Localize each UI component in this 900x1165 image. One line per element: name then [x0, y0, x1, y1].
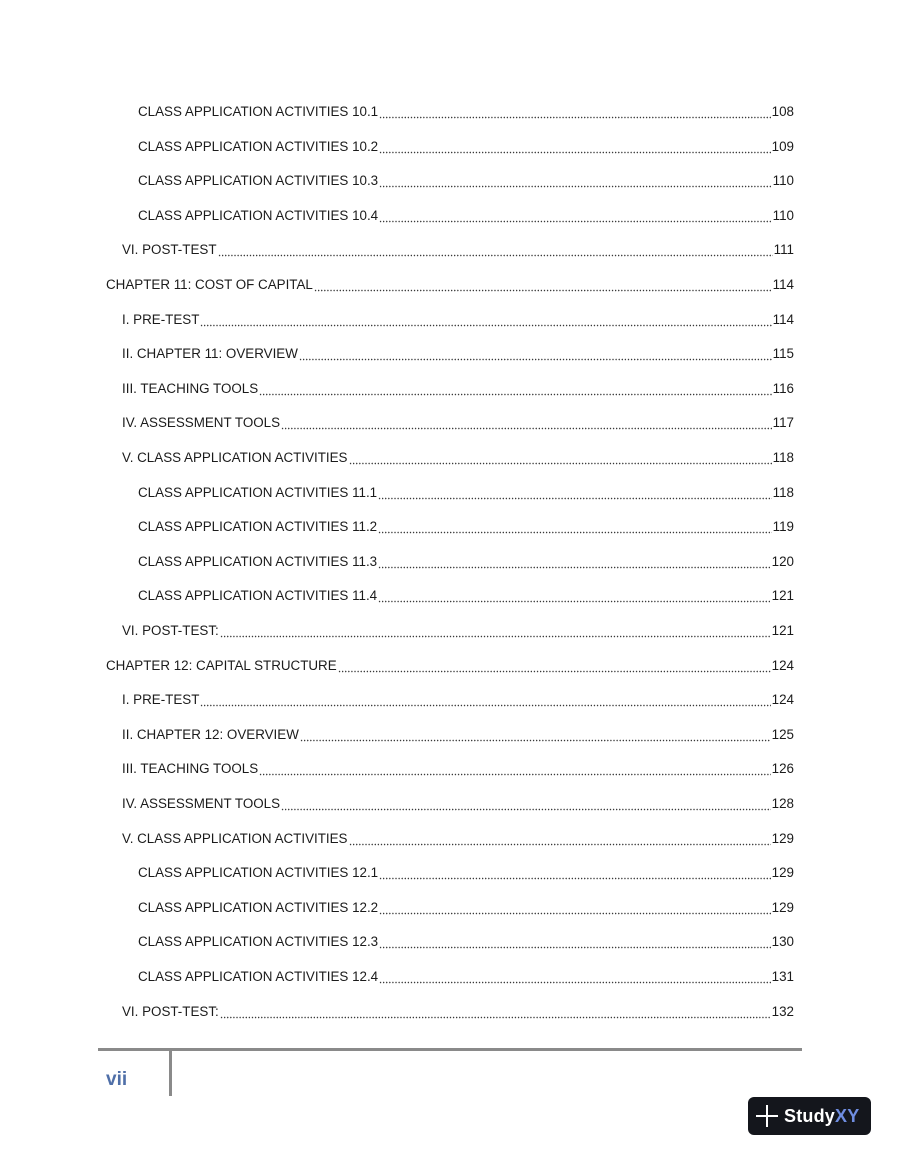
toc-entry-title: CLASS APPLICATION ACTIVITIES 11.2 [138, 519, 378, 535]
toc-entry-page: 131 [771, 969, 794, 984]
toc-entry-page: 129 [771, 830, 794, 846]
toc-entry[interactable] [138, 513, 794, 535]
toc-entry[interactable] [138, 479, 794, 501]
toc-entry-title: CLASS APPLICATION ACTIVITIES 11.1 [138, 484, 378, 500]
toc-entry-title: IV. ASSESSMENT TOOLS [122, 415, 281, 431]
toc-entry[interactable] [122, 236, 794, 258]
toc-dot-leader [259, 381, 771, 397]
toc-entry-page: 118 [772, 484, 794, 500]
toc-dot-leader [259, 761, 770, 777]
toc-dot-leader [379, 208, 772, 224]
toc-entry[interactable] [138, 894, 794, 916]
toc-entry-page: 115 [772, 346, 794, 362]
toc-entry-title: CLASS APPLICATION ACTIVITIES 12.3 [138, 934, 379, 950]
toc-entry-title: CLASS APPLICATION ACTIVITIES 12.2 [138, 899, 379, 915]
toc-dot-leader [218, 242, 773, 258]
brand-name-part-2: XY [835, 1105, 860, 1126]
toc-entry-page: 129 [771, 899, 794, 915]
toc-entry-page: 111 [773, 242, 794, 258]
toc-entry-title: V. CLASS APPLICATION ACTIVITIES [122, 450, 348, 465]
toc-entry-title: CLASS APPLICATION ACTIVITIES 10.3 [138, 173, 379, 189]
toc-dot-leader [379, 173, 772, 189]
toc-entry-page: 129 [771, 865, 794, 881]
toc-entry-page: 119 [772, 519, 794, 535]
toc-entry-page: 108 [771, 104, 794, 119]
footer-divider [169, 1050, 172, 1096]
toc-entry[interactable] [122, 617, 794, 639]
toc-entry[interactable] [122, 375, 794, 397]
toc-entry[interactable] [122, 444, 794, 466]
toc-dot-leader [200, 312, 771, 328]
toc-entry-page: 118 [772, 450, 794, 465]
toc-entry[interactable] [138, 167, 794, 189]
toc-entry-page: 121 [771, 588, 794, 604]
toc-dot-leader [379, 139, 771, 155]
toc-entry[interactable] [106, 652, 794, 674]
toc-entry[interactable] [138, 582, 794, 604]
toc-entry-page: 126 [771, 761, 794, 777]
toc-entry[interactable] [138, 98, 794, 120]
toc-entry-title: IV. ASSESSMENT TOOLS [122, 796, 281, 811]
toc-entry-page: 121 [771, 623, 794, 638]
toc-entry-title: II. CHAPTER 12: OVERVIEW [122, 726, 299, 742]
toc-dot-leader [281, 415, 772, 431]
toc-entry-title: CLASS APPLICATION ACTIVITIES 10.4 [138, 207, 379, 223]
toc-entry-title: CLASS APPLICATION ACTIVITIES 10.1 [138, 104, 379, 119]
toc-entry-title: VI. POST-TEST: [122, 623, 219, 638]
toc-entry[interactable] [122, 998, 794, 1020]
toc-entry-page: 124 [771, 692, 794, 708]
toc-entry-page: 114 [772, 277, 794, 292]
toc-entry-title: V. CLASS APPLICATION ACTIVITIES [122, 830, 348, 846]
toc-entry[interactable] [138, 928, 794, 950]
toc-dot-leader [378, 554, 771, 570]
toc-dot-leader [378, 588, 771, 604]
toc-entry-page: 116 [772, 380, 794, 396]
toc-entry[interactable] [138, 963, 794, 985]
toc-dot-leader [299, 346, 772, 362]
toc-dot-leader [349, 450, 772, 466]
toc-entry-page: 125 [771, 726, 794, 742]
page-number: vii [106, 1069, 128, 1090]
brand-name [784, 1106, 859, 1127]
toc-entry-page: 120 [771, 553, 794, 569]
toc-entry-page: 109 [771, 138, 794, 154]
toc-entry[interactable] [106, 271, 794, 293]
toc-entry-page: 128 [771, 796, 794, 811]
studyxy-logo[interactable] [748, 1097, 871, 1135]
toc-entry-title: CLASS APPLICATION ACTIVITIES 11.4 [138, 588, 378, 604]
toc-entry-title: VI. POST-TEST: [122, 1003, 219, 1019]
toc-entry-page: 124 [771, 657, 794, 673]
toc-entry[interactable] [138, 859, 794, 881]
toc-entry-title: II. CHAPTER 11: OVERVIEW [122, 346, 298, 362]
toc-dot-leader [281, 796, 771, 812]
toc-dot-leader [220, 623, 771, 639]
toc-entry[interactable] [122, 306, 794, 328]
toc-dot-leader [338, 658, 771, 674]
toc-entry[interactable] [122, 825, 794, 847]
toc-dot-leader [379, 104, 771, 120]
toc-entry-page: 114 [772, 311, 794, 327]
toc-entry-title: I. PRE-TEST [122, 692, 200, 708]
toc-entry-title: VI. POST-TEST [122, 242, 217, 258]
toc-dot-leader [378, 519, 772, 535]
toc-entry-page: 130 [771, 934, 794, 950]
toc-entry-title: CLASS APPLICATION ACTIVITIES 11.3 [138, 553, 378, 569]
toc-dot-leader [314, 277, 772, 293]
toc-dot-leader [349, 831, 771, 847]
toc-dot-leader [378, 485, 772, 501]
brand-name-part-1: Study [784, 1105, 836, 1126]
toc-entry-page: 117 [772, 415, 794, 431]
toc-entry-title: CHAPTER 12: CAPITAL STRUCTURE [106, 657, 337, 673]
toc-entry-page: 132 [771, 1003, 794, 1019]
toc-entry-title: CLASS APPLICATION ACTIVITIES 10.2 [138, 138, 379, 154]
toc-entry[interactable] [138, 548, 794, 570]
toc-dot-leader [200, 692, 770, 708]
toc-dot-leader [379, 969, 771, 985]
toc-entry-title: I. PRE-TEST [122, 311, 200, 327]
toc-entry-title: CHAPTER 11: COST OF CAPITAL [106, 277, 313, 292]
toc-entry[interactable] [122, 409, 794, 431]
toc-entry[interactable] [138, 202, 794, 224]
toc-entry[interactable] [122, 686, 794, 708]
toc-dot-leader [220, 1004, 771, 1020]
toc-entry-page: 110 [772, 207, 794, 223]
toc-entry[interactable] [122, 340, 794, 362]
toc-entry-title: CLASS APPLICATION ACTIVITIES 12.1 [138, 865, 379, 881]
toc-dot-leader [300, 727, 771, 743]
toc-entry-page: 110 [772, 173, 794, 189]
toc-dot-leader [379, 865, 771, 881]
toc-dot-leader [379, 900, 771, 916]
toc-entry[interactable] [122, 790, 794, 812]
toc-dot-leader [379, 934, 771, 950]
toc-entry-title: III. TEACHING TOOLS [122, 380, 259, 396]
toc-entry[interactable] [122, 721, 794, 743]
toc-entry-title: CLASS APPLICATION ACTIVITIES 12.4 [138, 969, 379, 984]
plus-icon [756, 1105, 778, 1127]
toc-entry[interactable] [122, 755, 794, 777]
footer-rule [98, 1048, 802, 1051]
toc-entry[interactable] [138, 133, 794, 155]
toc-entry-title: III. TEACHING TOOLS [122, 761, 259, 777]
